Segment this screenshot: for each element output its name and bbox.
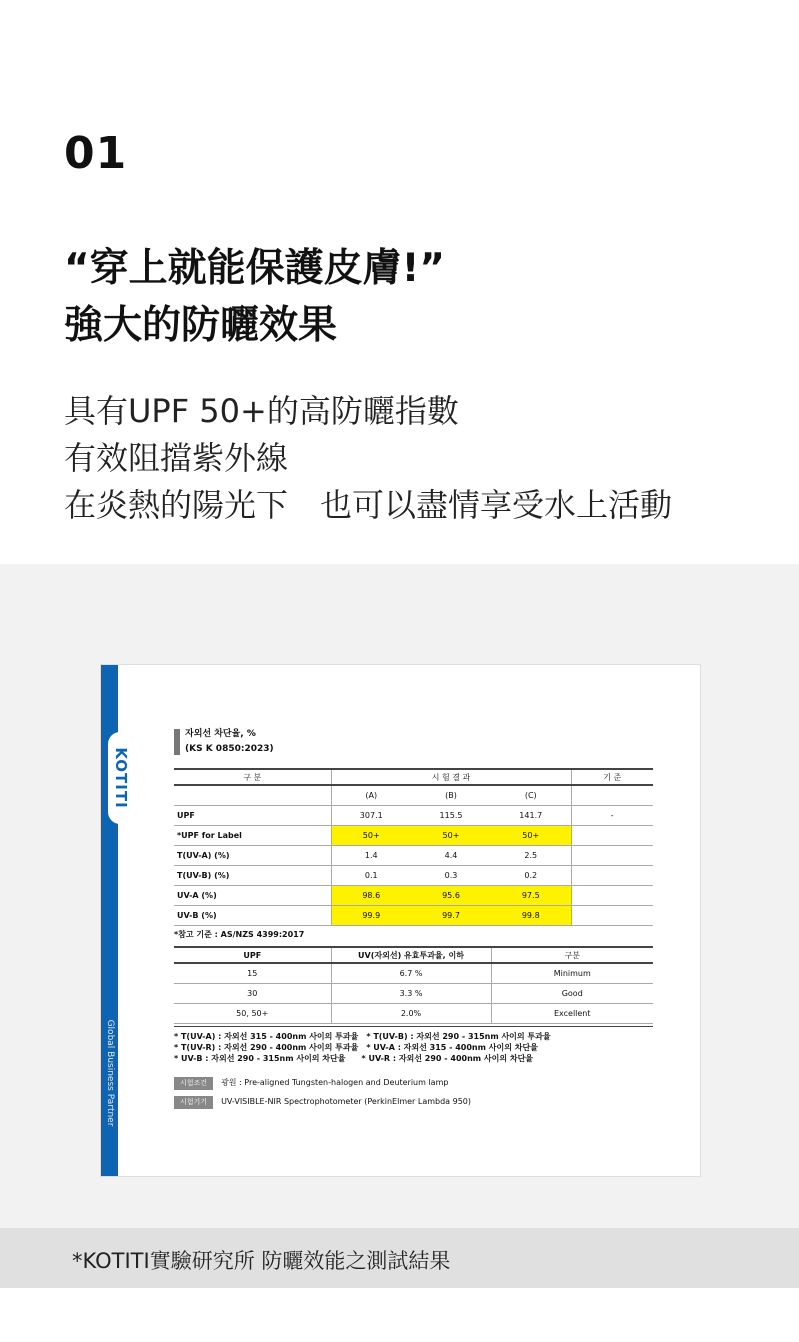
col-a: (A) — [331, 785, 411, 806]
subtext-line-2: 有效阻擋紫外線 — [64, 439, 289, 477]
definition-notes: * T(UV-A) : 자외선 315 - 400nm 사이의 투과율 * T(UV-B) : 자외선 290 - 315nm 사이의 투과율 * T(UV-R) : 자외선 290 - 400nm 사이의 투과율 * UV-A : 자외선 315 - 400nm 사이의 차단율 * UV-B : 자외선 290 - 315nm 사이의 차단율 * UV-R : 자외선 290 - 400nm 사이의 차단율 — [174, 1032, 551, 1063]
header-standard: 기 준 — [571, 769, 653, 785]
table-row: UV-B (%) 99.9 99.7 99.8 — [174, 906, 653, 926]
table-row: UV-A (%) 98.6 95.6 97.5 — [174, 886, 653, 906]
footer-text: *KOTITI實驗研究所 防曬效能之測試結果 — [72, 1249, 451, 1273]
headline-line-2: 強大的防曬效果 — [64, 303, 338, 348]
table-row: *UPF for Label 50+ 50+ 50+ — [174, 826, 653, 846]
kotiti-logo: KOTITI — [108, 732, 134, 824]
upf-grade-table: UPF UV(자외선) 유효투과율, 이하 구분 15 6.7 % Minimum 30 3.3 % Good 50, 50+ 2.0% Excellent — [174, 946, 653, 1024]
reference-standard: *참고 기준 : AS/NZS 4399:2017 — [174, 930, 305, 939]
title-line-1: 자외선 차단율, % — [185, 729, 256, 739]
headline-line-1: “穿上就能保護皮膚!” — [64, 246, 446, 291]
notes-divider — [174, 1026, 653, 1027]
table-row: 50, 50+ 2.0% Excellent — [174, 1004, 653, 1024]
test-report-document — [100, 664, 701, 1177]
document-title — [174, 727, 274, 757]
table-row: T(UV-B) (%) 0.1 0.3 0.2 — [174, 866, 653, 886]
test-condition: 시험조건 광원 : Pre-aligned Tungsten-halogen and Deuterium lamp — [174, 1077, 448, 1090]
table-row: 15 6.7 % Minimum — [174, 963, 653, 984]
col-b: (B) — [411, 785, 491, 806]
headline — [64, 240, 445, 354]
subtext — [64, 388, 672, 529]
results-table — [174, 768, 653, 926]
table-row: T(UV-A) (%) 1.4 4.4 2.5 — [174, 846, 653, 866]
header-category: 구 분 — [174, 769, 331, 785]
subtext-line-1: 具有UPF 50+的高防曬指數 — [64, 392, 459, 430]
test-equipment: 시험기기 UV-VISIBLE-NIR Spectrophotometer (PerkinElmer Lambda 950) — [174, 1096, 471, 1109]
table-row: UPF 307.1 115.5 141.7 - — [174, 806, 653, 826]
title-line-2: (KS K 0850:2023) — [185, 744, 274, 754]
condition-tag: 시험조건 — [174, 1077, 213, 1090]
footer-caption — [0, 1228, 799, 1288]
header-results: 시 험 결 과 — [331, 769, 571, 785]
subtext-line-3: 在炎熱的陽光下 也可以盡情享受水上活動 — [64, 486, 673, 524]
equipment-tag: 시험기기 — [174, 1096, 213, 1109]
side-text: Global Business Partner — [105, 1019, 115, 1127]
col-c: (C) — [491, 785, 571, 806]
section-number: 01 — [64, 128, 128, 179]
table-row: 30 3.3 % Good — [174, 984, 653, 1004]
